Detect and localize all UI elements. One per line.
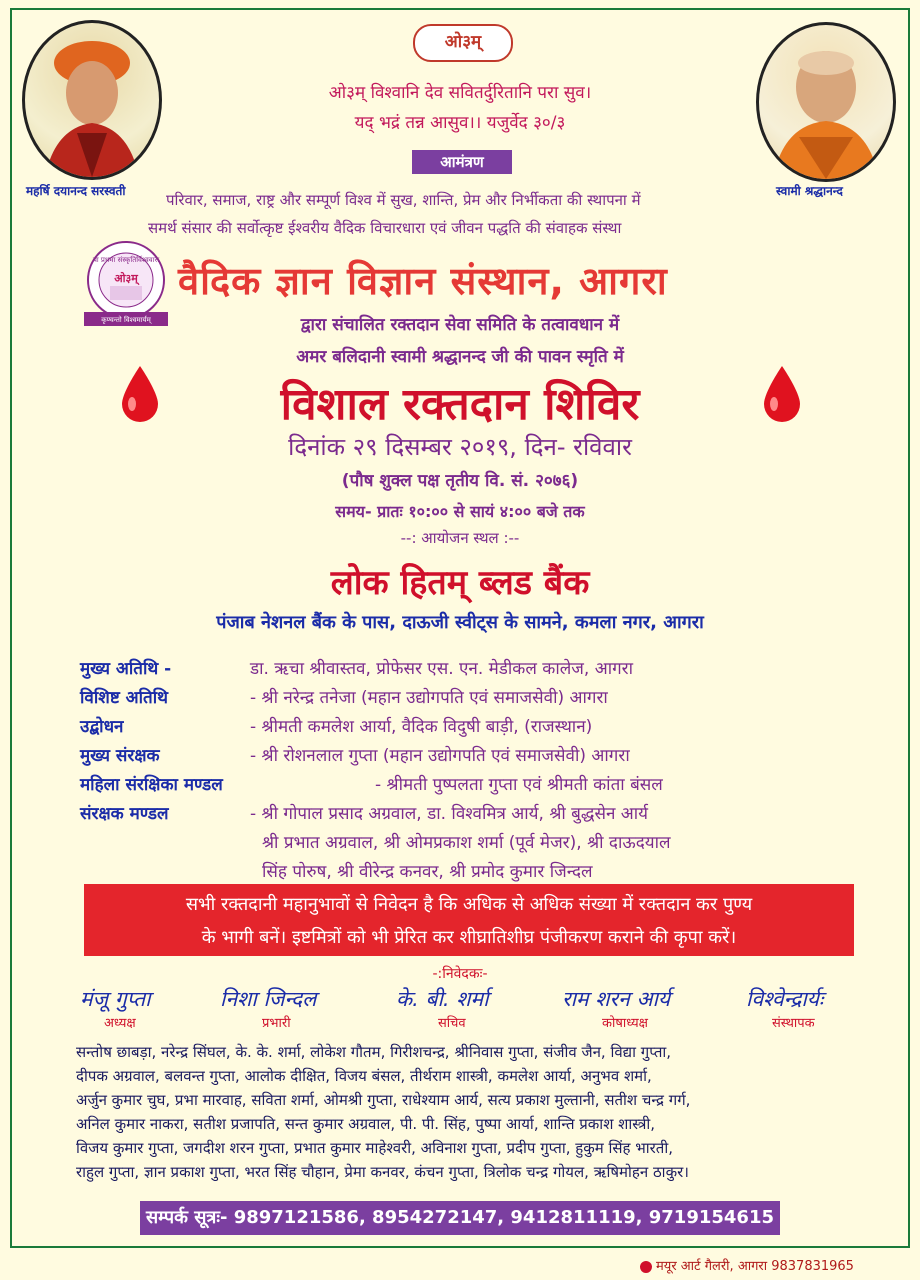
venue-address: पंजाब नेशनल बैंक के पास, दाऊजी स्वीट्स के सामने, कमला नगर, आगरा	[216, 612, 704, 633]
nivedak-label: -:निवेदकः-	[432, 966, 488, 982]
org-name: वैदिक ज्ञान विज्ञान संस्थान, आगरा	[178, 259, 668, 303]
members-line: अर्जुन कुमार चुघ, प्रभा मारवाह, सविता शर्मा, ओमश्री गुप्ता, राधेश्याम आर्य, सत्य प्रकाश मुल्तानी, सतीश चन्द्र गर्ग,	[76, 1091, 691, 1109]
logo-ribbon-text: कृण्वन्तो विश्वमार्यम्	[101, 316, 151, 324]
event-date: दिनांक २९ दिसम्बर २०१९, दिन- रविवार	[288, 433, 632, 461]
guest-row	[80, 714, 592, 737]
members-line: राहुल गुप्ता, ज्ञान प्रकाश गुप्ता, भरत सिंह चौहान, प्रेमा कनवर, कंचन गुप्ता, त्रिलोक चन्द्र गोयल, ऋषिमोहन ठाकुर।	[76, 1163, 689, 1181]
guest-row	[80, 656, 633, 679]
guest-value: - श्री रोशनलाल गुप्ता (महान उद्योगपति एवं समाजसेवी) आगरा	[250, 746, 630, 766]
tagline-line-1: परिवार, समाज, राष्ट्र और सम्पूर्ण विश्व में सुख, शान्ति, प्रेम और निर्भीकता की स्थापना में	[166, 191, 641, 209]
guest-value: - श्रीमती कमलेश आर्या, वैदिक विदुषी बाड़ी, (राजस्थान)	[250, 717, 593, 737]
guest-label: संरक्षक मण्डल	[80, 804, 169, 824]
guest-row	[80, 743, 630, 766]
contact-bar: सम्पर्क सूत्रः- 9897121586, 8954272147, 9412811119, 9719154615	[140, 1201, 780, 1235]
guest-label: मुख्य संरक्षक	[80, 746, 160, 766]
guest-label: मुख्य अतिथि -	[80, 659, 172, 679]
mantra-line-2: यद् भद्रं तन्न आसुव।। यजुर्वेद ३०/३	[354, 113, 566, 133]
appeal-line-2: के भागी बनें। इष्टमित्रों को भी प्रेरित कर शीघ्रातिशीघ्र पंजीकरण कराने की कृपा करें।	[201, 927, 737, 948]
footer-text: मयूर आर्ट गैलरी, आगरा 9837831965	[656, 1259, 854, 1274]
members-line: विजय कुमार गुप्ता, जगदीश शरन गुप्ता, प्रभात कुमार माहेश्वरी, अविनाश गुप्ता, प्रदीप गुप्ता, हुकुम सिंह भारती,	[76, 1139, 674, 1157]
footer-credit	[640, 1256, 854, 1274]
guest-value: - श्री नरेन्द्र तनेजा (महान उद्योगपति एवं समाजसेवी) आगरा	[250, 688, 608, 708]
members-line: अनिल कुमार नाकरा, सतीश प्रजापति, सन्त कुमार अग्रवाल, पी. पी. सिंह, पुष्पा आर्या, शान्ति प्रकाश शास्त्री,	[76, 1115, 656, 1133]
event-time: समय- प्रातः १०:०० से सायं ४:०० बजे तक	[335, 502, 585, 521]
guest-value: डा. ऋचा श्रीवास्तव, प्रोफेसर एस. एन. मेडीकल कालेज, आगरा	[250, 659, 633, 679]
event-tithi: (पौष शुक्ल पक्ष तृतीय वि. सं. २०७६)	[341, 471, 579, 491]
appeal-banner	[84, 884, 854, 956]
guest-row	[80, 801, 648, 824]
gallery-logo-icon	[640, 1261, 652, 1273]
portrait-left-caption: महर्षि दयानन्द सरस्वती	[26, 184, 126, 198]
guest-label: विशिष्ट अतिथि	[80, 688, 169, 708]
signatory-name: विश्वेन्द्रार्यः	[746, 987, 824, 1011]
signatory-name: के. बी. शर्मा	[396, 987, 489, 1011]
signatory-name: राम शरन आर्य	[562, 987, 671, 1011]
aamantran-badge: आमंत्रण	[412, 150, 512, 174]
guest-value: - श्रीमती पुष्पलता गुप्ता एवं श्रीमती कांता बंसल	[375, 775, 663, 795]
guest-value: - श्री गोपाल प्रसाद अग्रवाल, डा. विश्वमित्र आर्य, श्री बुद्धसेन आर्य	[250, 804, 649, 824]
venue-label: --: आयोजन स्थल :--	[400, 529, 520, 547]
guest-row	[80, 772, 663, 795]
venue-name: लोक हितम् ब्लड बैंक	[330, 563, 590, 603]
signatory-role: कोषाध्यक्ष	[602, 1016, 648, 1031]
members-line: दीपक अग्रवाल, बलवन्त गुप्ता, आलोक दीक्षित, विजय बंसल, तीर्थराम शास्त्री, कमलेश आर्या, अनुभव शर्मा,	[76, 1067, 652, 1085]
guest-continued-line: श्री प्रभात अग्रवाल, श्री ओमप्रकाश शर्मा (पूर्व मेजर), श्री दाऊदयाल	[262, 833, 671, 853]
signatory-role: संस्थापक	[772, 1016, 815, 1031]
event-line-1: द्वारा संचालित रक्तदान सेवा समिति के तत्वावधान में	[300, 315, 620, 335]
om-badge: ओ३म्	[413, 24, 513, 62]
tagline-line-2: समर्थ संसार की सर्वोत्कृष्ट ईश्वरीय वैदिक विचारधारा एवं जीवन पद्धति की संवाहक संस्था	[148, 219, 622, 237]
signatory-name: निशा जिन्दल	[220, 987, 317, 1011]
guest-row	[80, 685, 608, 708]
event-line-2: अमर बलिदानी स्वामी श्रद्धानन्द जी की पावन स्मृति में	[296, 347, 624, 367]
signatory-role: अध्यक्ष	[104, 1016, 136, 1031]
signatory-role: सचिव	[438, 1016, 466, 1031]
logo-ring-text: या प्रथमा संस्कृतिर्विश्ववारा	[92, 256, 160, 264]
members-line: सन्तोष छाबड़ा, नरेन्द्र सिंघल, के. के. शर्मा, लोकेश गौतम, गिरीशचन्द्र, श्रीनिवास गुप्ता, संजीव जैन, विद्या गुप्ता,	[76, 1043, 672, 1061]
signatory-name: मंजू गुप्ता	[80, 987, 151, 1011]
guest-continued-line: सिंह पोरुष, श्री वीरेन्द्र कनवर, श्री प्रमोद कुमार जिन्दल	[262, 862, 593, 882]
mantra-line-1: ओ३म् विश्वानि देव सवितर्दुरितानि परा सुव।	[328, 83, 592, 103]
portrait-right-caption: स्वामी श्रद्धानन्द	[776, 184, 843, 198]
signatory-role: प्रभारी	[262, 1016, 291, 1031]
guest-label: उद्बोधन	[80, 717, 124, 737]
members-list	[76, 1040, 866, 1184]
logo-om-text: ओ३म्	[114, 272, 138, 285]
appeal-line-1: सभी रक्तदानी महानुभावों से निवेदन है कि अधिक से अधिक संख्या में रक्तदान कर पुण्य	[185, 894, 753, 915]
guest-label: महिला संरक्षिका मण्डल	[80, 775, 223, 795]
camp-title: विशाल रक्तदान शिविर	[280, 379, 640, 430]
